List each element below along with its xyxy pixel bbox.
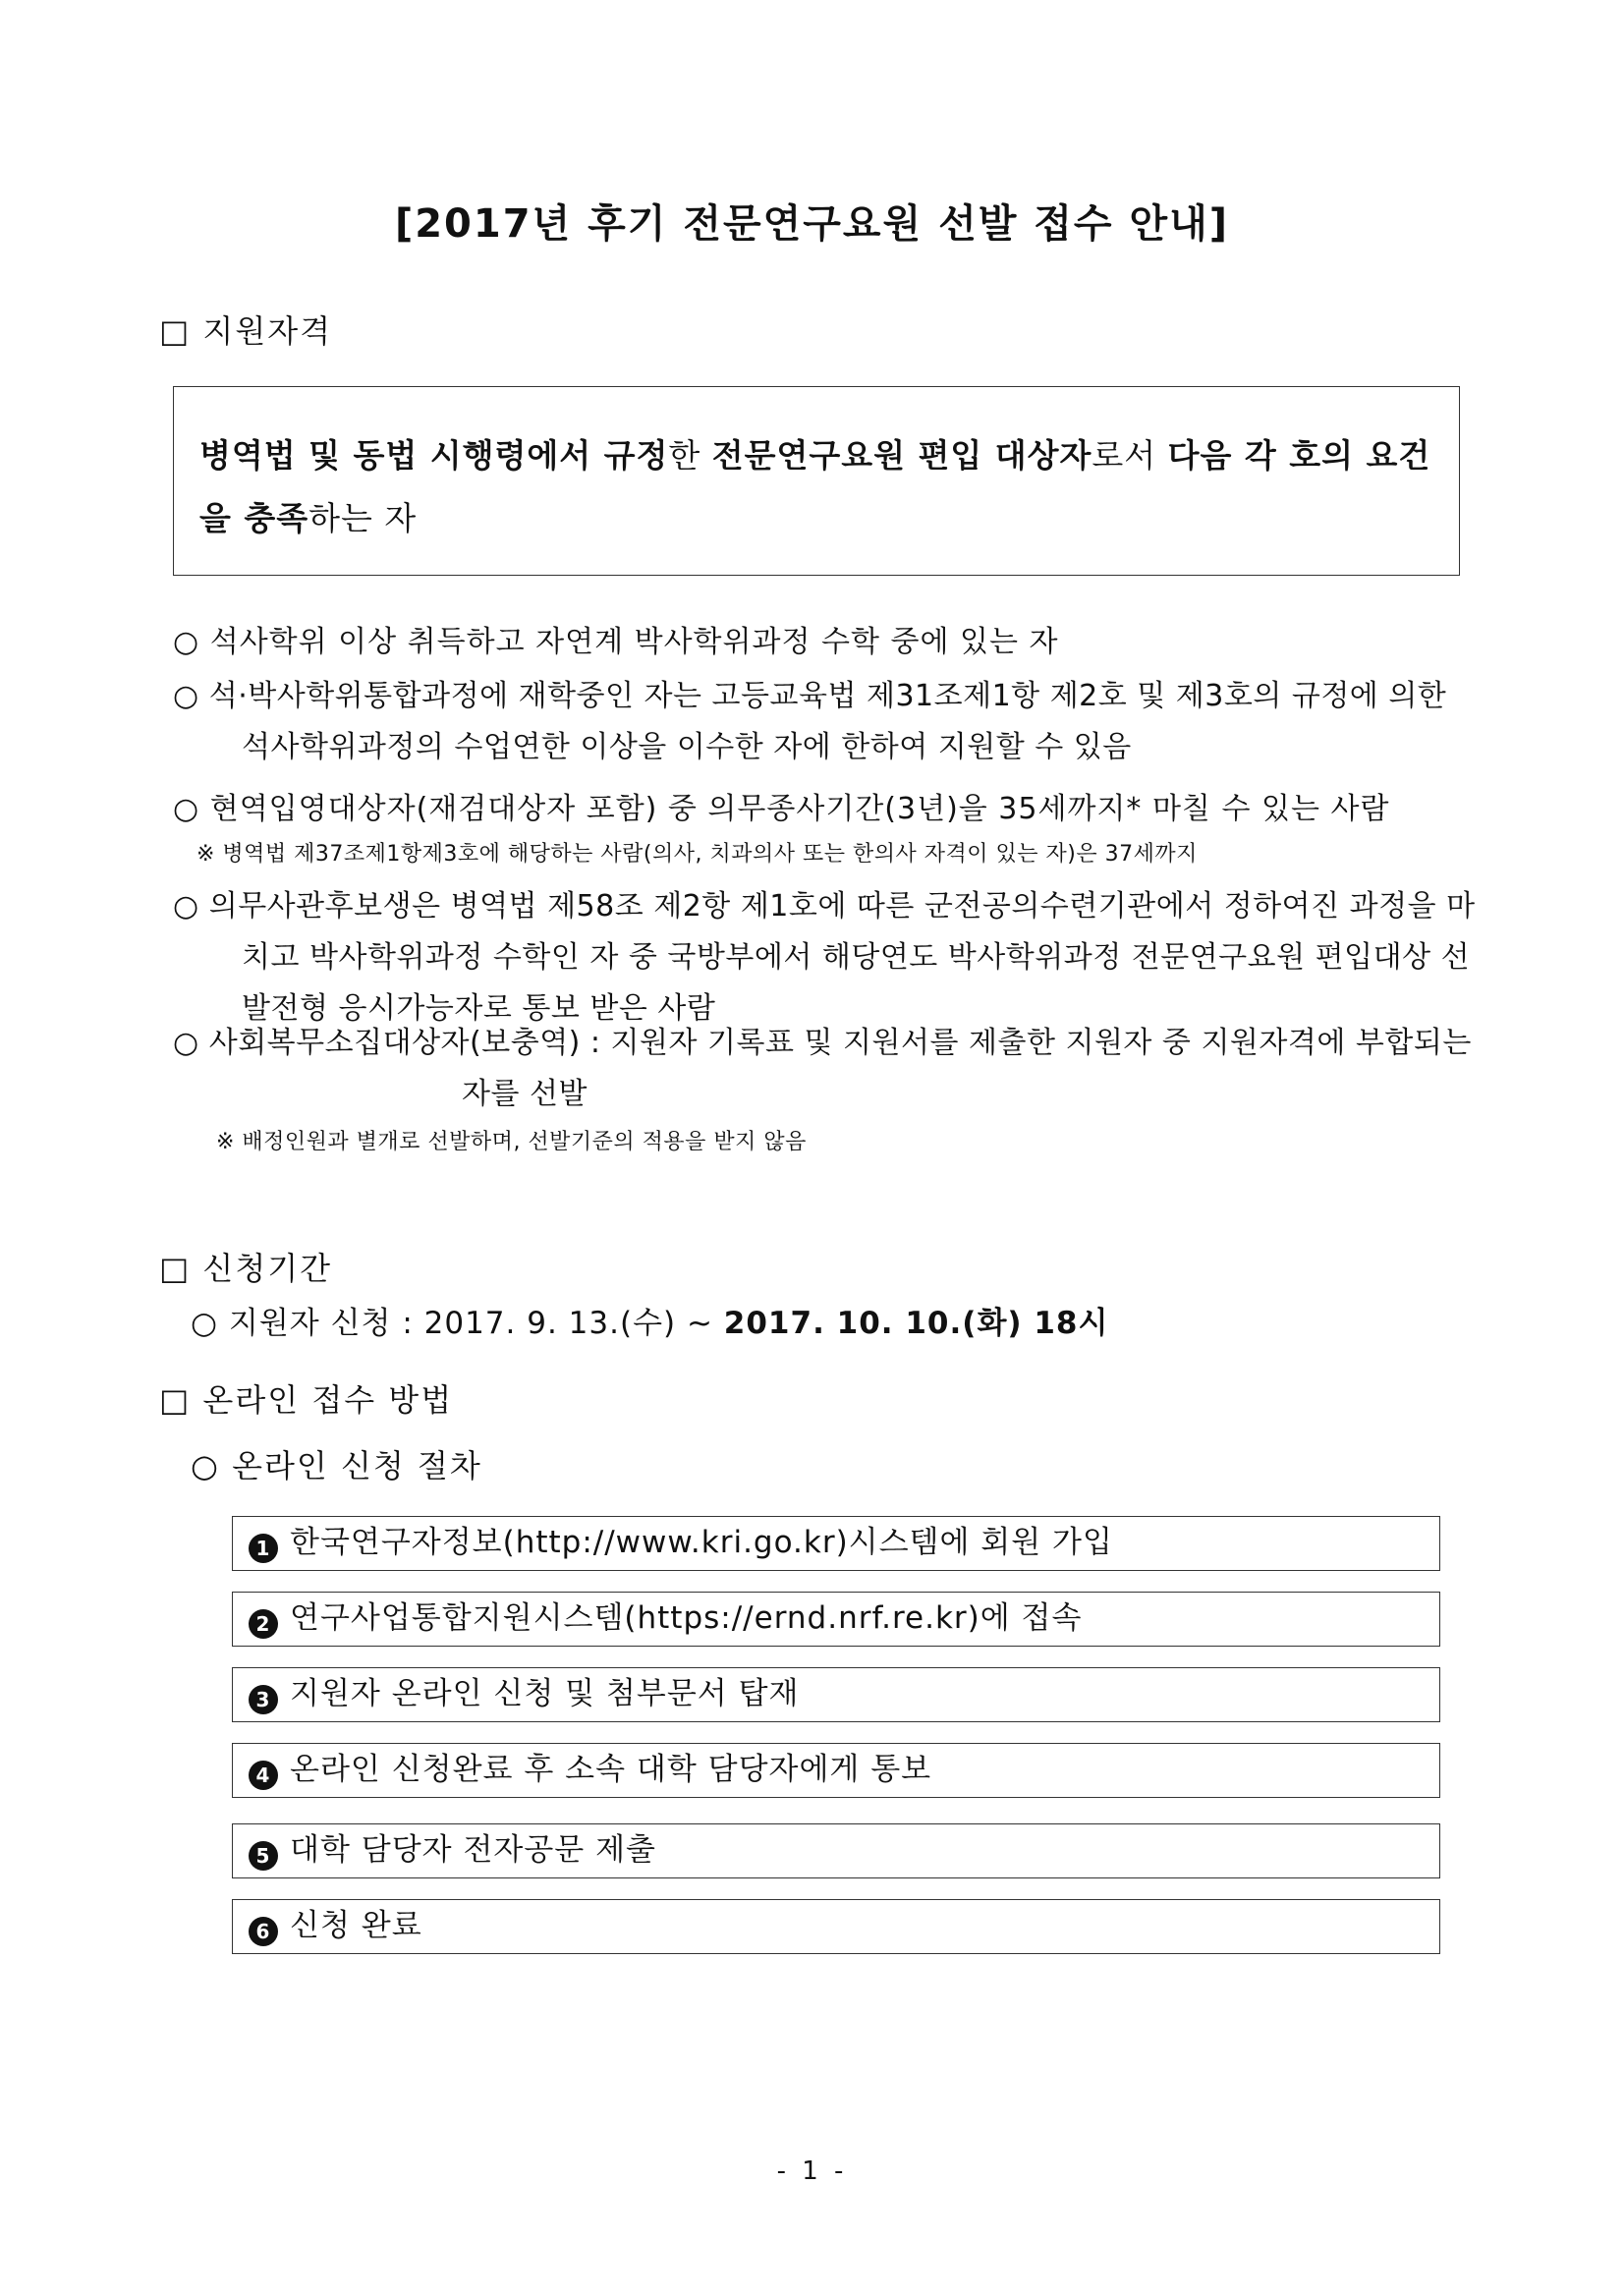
summary-text-2: 로서	[1092, 436, 1168, 475]
eligibility-note-1: ※ 병역법 제37조제1항제3호에 해당하는 사람(의사, 치과의사 또는 한의사 자격이 있는 자)은 37세까지	[196, 842, 1198, 867]
section-heading-online: □ 온라인 접수 방법	[159, 1381, 454, 1419]
step-number-6: 6	[249, 1917, 278, 1946]
step-text-1: 한국연구자정보(http://www.kri.go.kr)시스템에 회원 가입	[290, 1525, 1113, 1560]
step-box-1	[232, 1516, 1440, 1571]
step-box-4	[232, 1743, 1440, 1798]
section-heading-period: □ 신청기간	[159, 1250, 333, 1287]
period-start: ○ 지원자 신청 : 2017. 9. 13.(수) ~	[191, 1306, 724, 1341]
step-text-4: 온라인 신청완료 후 소속 대학 담당자에게 통보	[290, 1752, 932, 1787]
page-title: [2017년 후기 전문연구요원 선발 접수 안내]	[394, 201, 1230, 247]
step-text-2: 연구사업통합지원시스템(https://ernd.nrf.re.kr)에 접속	[290, 1600, 1083, 1636]
step-box-2	[232, 1592, 1440, 1647]
application-period	[191, 1298, 1108, 1342]
step-number-2: 2	[249, 1609, 278, 1639]
eligibility-item-1: ○ 석사학위 이상 취득하고 자연계 박사학위과정 수학 중에 있는 자	[173, 625, 1059, 659]
eligibility-note-2: ※ 배정인원과 별개로 선발하며, 선발기준의 적용을 받지 않음	[216, 1130, 807, 1154]
period-deadline: 2017. 10. 10.(화) 18시	[723, 1306, 1109, 1341]
step-text-5: 대학 담당자 전자공문 제출	[290, 1832, 656, 1868]
eligibility-summary-text	[199, 424, 1439, 550]
summary-bold-2: 전문연구요원 편입 대상자	[711, 436, 1092, 475]
step-number-1: 1	[249, 1534, 278, 1563]
summary-bold-1: 병역법 및 동법 시행령에서 규정	[199, 436, 669, 475]
eligibility-item-4: ○ 의무사관후보생은 병역법 제58조 제2항 제1호에 따른 군전공의수련기관에서 정하여진 과정을 마치고 박사학위과정 수학인 자 중 국방부에서 해당연도 박사학위과정 전문연구요원 편입대상 선발전형 응시가능자로 통보 받은 사람	[173, 889, 1476, 1026]
step-box-5	[232, 1823, 1440, 1878]
online-procedure-subheading: ○ 온라인 신청 절차	[191, 1447, 482, 1484]
eligibility-item-5: ○ 사회복무소집대상자(보충역) : 지원자 기록표 및 지원서를 제출한 지원자 중 지원자격에 부합되는 자를 선발	[173, 1026, 1472, 1111]
summary-bold-3: 다음 각 호의 요건을 충족	[199, 436, 1431, 537]
step-number-3: 3	[249, 1685, 278, 1714]
step-number-4: 4	[249, 1761, 278, 1790]
summary-text-1: 한	[668, 436, 712, 475]
step-number-5: 5	[249, 1841, 278, 1871]
step-box-3	[232, 1667, 1440, 1722]
eligibility-item-2: ○ 석·박사학위통합과정에 재학중인 자는 고등교육법 제31조제1항 제2호 및 제3호의 규정에 의한 석사학위과정의 수업연한 이상을 이수한 자에 한하여 지원할 수 있음	[173, 679, 1447, 764]
step-text-3: 지원자 온라인 신청 및 첨부문서 탑재	[290, 1676, 800, 1711]
eligibility-item-3: ○ 현역입영대상자(재검대상자 포함) 중 의무종사기간(3년)을 35세까지* 마칠 수 있는 사람	[173, 792, 1390, 826]
step-text-6: 신청 완료	[290, 1908, 422, 1943]
eligibility-summary-box	[173, 386, 1460, 576]
page-number: - 1 -	[776, 2156, 848, 2186]
step-box-6	[232, 1899, 1440, 1954]
summary-text-3: 하는 자	[308, 499, 418, 537]
section-heading-eligibility: □ 지원자격	[159, 312, 333, 350]
